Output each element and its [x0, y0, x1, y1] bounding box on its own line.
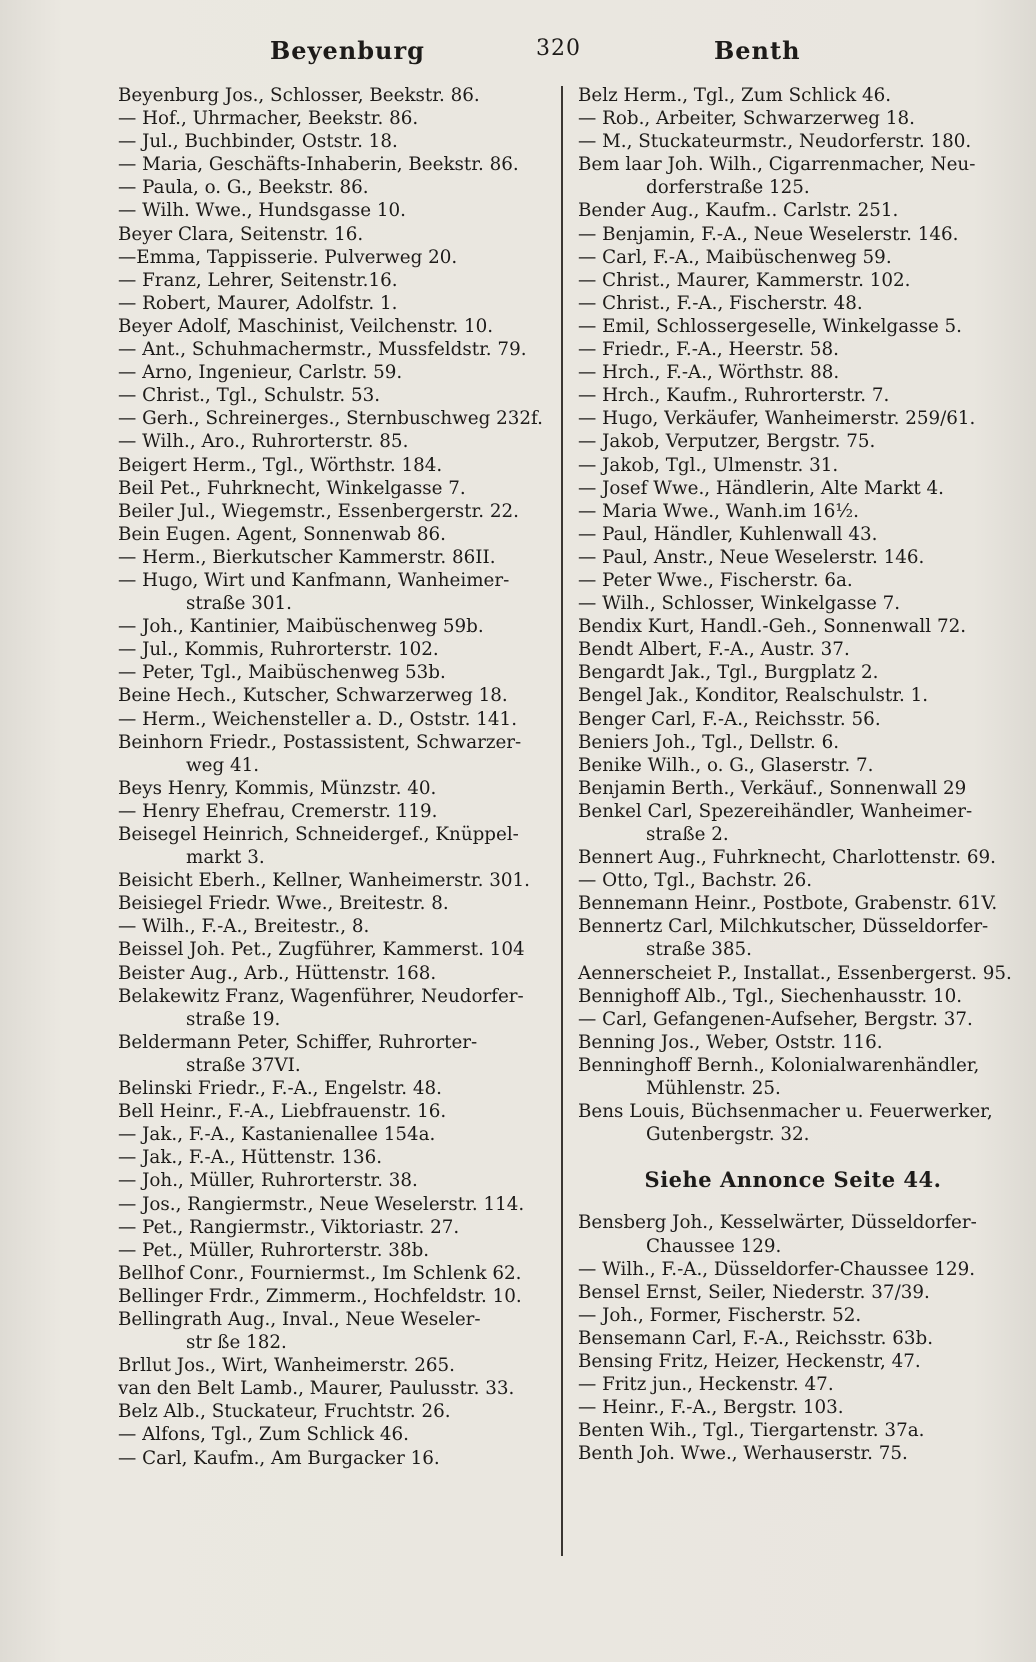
directory-entry: Beiler Jul., Wiegemstr., Essenbergerstr. 22. — [118, 500, 519, 522]
directory-entry: — Christ., F.-A., Fischerstr. 48. — [578, 292, 863, 314]
directory-entry: Benning Jos., Weber, Oststr. 116. — [578, 1031, 883, 1053]
directory-entry: — Ant., Schuhmachermstr., Mussfeldstr. 79. — [118, 339, 527, 361]
directory-entry: — Henry Ehefrau, Cremerstr. 119. — [118, 800, 438, 822]
directory-entry: — Josef Wwe., Händlerin, Alte Markt 4. — [578, 477, 944, 499]
directory-entry: Bellhof Conr., Fourniermst., Im Schlenk 62. — [118, 1262, 522, 1284]
directory-entry: Belakewitz Franz, Wagenführer, Neudorfer- — [118, 985, 524, 1007]
directory-entry: Bem laar Joh. Wilh., Cigarrenmacher, Neu- — [578, 154, 976, 176]
header-right: Benth — [714, 36, 801, 65]
directory-entry: — Carl, Gefangenen-Aufseher, Bergstr. 37. — [578, 1008, 973, 1030]
directory-entry: — Maria Wwe., Wanh.im 16½. — [578, 500, 859, 522]
directory-entry-continuation: straße 385. — [646, 939, 752, 961]
directory-entry: Bendix Kurt, Handl.-Geh., Sonnenwall 72. — [578, 616, 967, 638]
directory-entry: — Christ., Maurer, Kammerstr. 102. — [578, 269, 911, 291]
column-divider — [561, 86, 563, 1556]
directory-entry: Bens Louis, Büchsenmacher u. Feuerwerker, — [578, 1101, 993, 1123]
directory-entry: — Heinr., F.-A., Bergstr. 103. — [578, 1397, 844, 1419]
directory-entry: Beigert Herm., Tgl., Wörthstr. 184. — [118, 454, 443, 476]
directory-entry: Aennerscheiet P., Installat., Essenbergerst. 95. — [578, 962, 1012, 984]
directory-entry: Bein Eugen. Agent, Sonnenwab 86. — [118, 523, 446, 545]
directory-entry: — Rob., Arbeiter, Schwarzerweg 18. — [578, 108, 915, 130]
directory-entry: — Paula, o. G., Beekstr. 86. — [118, 177, 369, 199]
directory-entry-continuation: Gutenbergstr. 32. — [646, 1124, 810, 1146]
directory-entry: Bennert Aug., Fuhrknecht, Charlottenstr. 69. — [578, 847, 996, 869]
directory-entry: — Wilh., F.-A., Breitestr., 8. — [118, 916, 370, 938]
right-column-bottom — [578, 1211, 1008, 1465]
directory-entry: — Carl, F.-A., Maibüschenweg 59. — [578, 246, 892, 268]
directory-entry-continuation: markt 3. — [186, 847, 265, 869]
directory-entry: — Paul, Händler, Kuhlenwall 43. — [578, 523, 878, 545]
directory-entry: Beys Henry, Kommis, Münzstr. 40. — [118, 777, 437, 799]
directory-entry: — Wilh., Aro., Ruhrorterstr. 85. — [118, 431, 409, 453]
directory-entry: Bensberg Joh., Kesselwärter, Düsseldorfer- — [578, 1212, 977, 1234]
directory-entry: Benth Joh. Wwe., Werhauserstr. 75. — [578, 1443, 908, 1465]
directory-entry: — Hugo, Wirt und Kanfmann, Wanheimer- — [118, 569, 510, 591]
directory-entry: — Hrch., F.-A., Wörthstr. 88. — [578, 362, 840, 384]
directory-entry: Beyenburg Jos., Schlosser, Beekstr. 86. — [118, 85, 480, 106]
directory-entry-continuation: Mühlenstr. 25. — [646, 1078, 781, 1100]
annonce-notice: Siehe Annonce Seite 44. — [644, 1167, 942, 1193]
directory-entry: Beisicht Eberh., Kellner, Wanheimerstr. 301. — [118, 870, 530, 892]
directory-entry: van den Belt Lamb., Maurer, Paulusstr. 33. — [118, 1378, 515, 1400]
directory-entry: — Carl, Kaufm., Am Burgacker 16. — [118, 1447, 440, 1469]
header-left: Beyenburg — [270, 36, 425, 65]
directory-entry: Benjamin Berth., Verkäuf., Sonnenwall 29 — [578, 777, 967, 799]
directory-entry: Beldermann Peter, Schiffer, Ruhrorter- — [118, 1031, 478, 1053]
directory-entry: Belz Herm., Tgl., Zum Schlick 46. — [578, 85, 892, 106]
directory-entry: — Hrch., Kaufm., Ruhrorterstr. 7. — [578, 385, 890, 407]
directory-entry-continuation: straße 301. — [186, 593, 292, 615]
directory-entry: Bennemann Heinr., Postbote, Grabenstr. 61V. — [578, 893, 998, 915]
directory-entry: Bendt Albert, F.-A., Austr. 37. — [578, 639, 850, 661]
directory-entry-continuation: straße 37VI. — [186, 1054, 301, 1076]
directory-entry: — Herm., Bierkutscher Kammerstr. 86II. — [118, 546, 496, 568]
directory-entry: — Jak., F.-A., Kastanienallee 154a. — [118, 1124, 436, 1146]
directory-entry: — Alfons, Tgl., Zum Schlick 46. — [118, 1424, 409, 1446]
directory-entry: — Fritz jun., Heckenstr. 47. — [578, 1374, 834, 1396]
directory-entry: — Benjamin, F.-A., Neue Weselerstr. 146. — [578, 223, 959, 245]
directory-entry-continuation: dorferstraße 125. — [646, 177, 810, 199]
directory-entry: — Jakob, Verputzer, Bergstr. 75. — [578, 431, 876, 453]
directory-entry: Beil Pet., Fuhrknecht, Winkelgasse 7. — [118, 477, 466, 499]
directory-entry: — Paul, Anstr., Neue Weselerstr. 146. — [578, 546, 925, 568]
directory-entry: Beissel Joh. Pet., Zugführer, Kammerst. 104 — [118, 939, 525, 961]
directory-entry: — Joh., Müller, Ruhrorterstr. 38. — [118, 1170, 418, 1192]
directory-entry: — Herm., Weichensteller a. D., Oststr. 141. — [118, 708, 517, 730]
directory-entry: — Pet., Rangiermstr., Viktoriastr. 27. — [118, 1216, 460, 1238]
directory-entry: — Jos., Rangiermstr., Neue Weselerstr. 114. — [118, 1193, 525, 1215]
left-column — [118, 84, 558, 1470]
directory-entry: Beinhorn Friedr., Postassistent, Schwarzer- — [118, 731, 522, 753]
directory-entry: Bender Aug., Kaufm.. Carlstr. 251. — [578, 200, 899, 222]
directory-entry: Bell Heinr., F.-A., Liebfrauenstr. 16. — [118, 1101, 447, 1123]
directory-entry: — Hugo, Verkäufer, Wanheimerstr. 259/61. — [578, 408, 976, 430]
directory-entry: — Robert, Maurer, Adolfstr. 1. — [118, 292, 398, 314]
directory-entry: — Wilh. Wwe., Hundsgasse 10. — [118, 200, 406, 222]
directory-entry: Bellinger Frdr., Zimmerm., Hochfeldstr. 10. — [118, 1285, 522, 1307]
directory-entry: — M., Stuckateurmstr., Neudorferstr. 180. — [578, 131, 972, 153]
directory-entry: Beister Aug., Arb., Hüttenstr. 168. — [118, 962, 437, 984]
directory-entry: Brllut Jos., Wirt, Wanheimerstr. 265. — [118, 1355, 455, 1377]
directory-entry: — Peter, Tgl., Maibüschenweg 53b. — [118, 662, 446, 684]
directory-entry: Beisegel Heinrich, Schneidergef., Knüppel- — [118, 824, 519, 845]
directory-entry-continuation: straße 2. — [646, 824, 729, 845]
directory-entry: — Jakob, Tgl., Ulmenstr. 31. — [578, 454, 839, 476]
directory-entry: — Gerh., Schreinerges., Sternbuschweg 232f. — [118, 408, 543, 430]
directory-entry: — Pet., Müller, Ruhrorterstr. 38b. — [118, 1239, 430, 1261]
directory-entry: — Jul., Buchbinder, Oststr. 18. — [118, 131, 398, 153]
directory-entry: Beisiegel Friedr. Wwe., Breitestr. 8. — [118, 893, 449, 915]
directory-entry: Beyer Adolf, Maschinist, Veilchenstr. 10. — [118, 315, 494, 337]
directory-entry: Belinski Friedr., F.-A., Engelstr. 48. — [118, 1078, 442, 1100]
directory-entry: Bensel Ernst, Seiler, Niederstr. 37/39. — [578, 1281, 930, 1303]
directory-entry: — Wilh., F.-A., Düsseldorfer-Chaussee 129. — [578, 1258, 976, 1280]
directory-entry: Beyer Clara, Seitenstr. 16. — [118, 223, 364, 245]
directory-entry: Bennighoff Alb., Tgl., Siechenhausstr. 10. — [578, 985, 963, 1007]
directory-entry: — Franz, Lehrer, Seitenstr.16. — [118, 269, 398, 291]
directory-entry: — Joh., Former, Fischerstr. 52. — [578, 1304, 862, 1326]
page-number: 320 — [536, 36, 581, 61]
directory-entry: Benten Wih., Tgl., Tiergartenstr. 37a. — [578, 1420, 925, 1442]
directory-entry: Beine Hech., Kutscher, Schwarzerweg 18. — [118, 685, 508, 707]
directory-entry: — Joh., Kantinier, Maibüschenweg 59b. — [118, 616, 484, 638]
directory-entry: Belz Alb., Stuckateur, Fruchtstr. 26. — [118, 1401, 451, 1423]
right-column-top — [578, 84, 1012, 1146]
directory-entry-continuation: Chaussee 129. — [646, 1235, 782, 1257]
directory-entry: — Jul., Kommis, Ruhrorterstr. 102. — [118, 639, 439, 661]
directory-entry: — Wilh., Schlosser, Winkelgasse 7. — [578, 593, 901, 615]
directory-entry-continuation: str ße 182. — [186, 1332, 287, 1354]
directory-entry: — Emil, Schlossergeselle, Winkelgasse 5. — [578, 315, 962, 337]
directory-entry: Benninghoff Bernh., Kolonialwarenhändler, — [578, 1054, 980, 1076]
directory-entry: Bellingrath Aug., Inval., Neue Weseler- — [118, 1308, 481, 1330]
directory-entry: — Otto, Tgl., Bachstr. 26. — [578, 870, 813, 892]
directory-entry: — Christ., Tgl., Schulstr. 53. — [118, 385, 381, 407]
right-column — [578, 84, 1012, 1465]
directory-entry: — Arno, Ingenieur, Carlstr. 59. — [118, 362, 403, 384]
directory-entry-continuation: straße 19. — [186, 1008, 281, 1030]
directory-entry: Bengardt Jak., Tgl., Burgplatz 2. — [578, 662, 879, 684]
directory-entry: — Hof., Uhrmacher, Beekstr. 86. — [118, 108, 419, 130]
directory-entry: Bensemann Carl, F.-A., Reichsstr. 63b. — [578, 1327, 934, 1349]
directory-entry-continuation: weg 41. — [186, 754, 260, 776]
directory-entry: Bensing Fritz, Heizer, Heckenstr, 47. — [578, 1350, 921, 1372]
directory-entry: Bengel Jak., Konditor, Realschulstr. 1. — [578, 685, 929, 707]
directory-entry: Beniers Joh., Tgl., Dellstr. 6. — [578, 731, 840, 753]
directory-entry: Benike Wilh., o. G., Glaserstr. 7. — [578, 754, 874, 776]
directory-entry: —Emma, Tappisserie. Pulverweg 20. — [118, 246, 458, 268]
directory-entry: — Maria, Geschäfts-Inhaberin, Beekstr. 86. — [118, 154, 519, 176]
directory-entry: Bennertz Carl, Milchkutscher, Düsseldorfer- — [578, 916, 989, 938]
directory-entry: — Peter Wwe., Fischerstr. 6a. — [578, 569, 853, 591]
directory-entry: — Friedr., F.-A., Heerstr. 58. — [578, 339, 839, 361]
directory-entry: Benkel Carl, Spezereihändler, Wanheimer- — [578, 800, 973, 822]
directory-entry: — Jak., F.-A., Hüttenstr. 136. — [118, 1147, 383, 1169]
directory-entry: Benger Carl, F.-A., Reichsstr. 56. — [578, 708, 881, 730]
